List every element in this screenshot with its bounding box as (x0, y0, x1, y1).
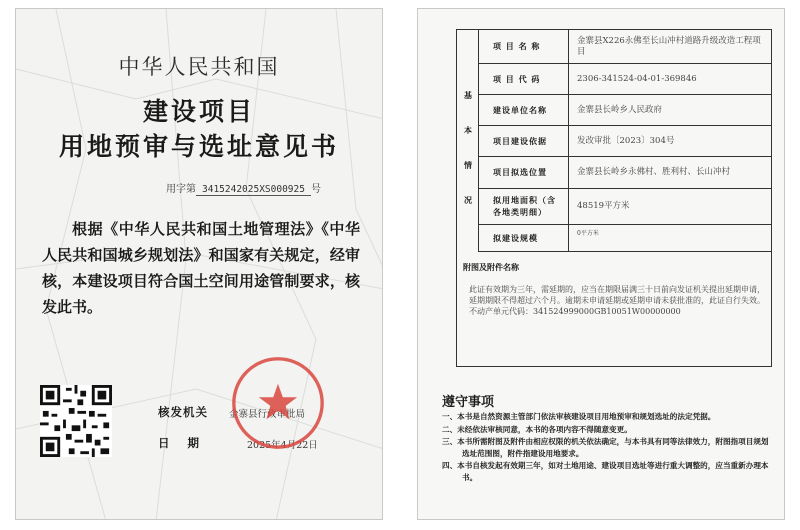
side-char-2: 本 (464, 126, 472, 135)
country-name: 中华人民共和国 (118, 55, 280, 79)
row-value: 2306-341524-04-01-369846 (577, 73, 697, 84)
basic-info-side-label (457, 30, 479, 252)
table-row (479, 157, 771, 189)
rule-item: 二、未经依法审核同意，本书的各项内容不得随意变更。 (442, 424, 632, 434)
row-value: 金寨县长岭乡人民政府 (577, 104, 663, 115)
row-label: 项 目 代 码 (479, 64, 569, 94)
row-value: 0平方米 (577, 230, 599, 237)
doc-no-value: 3415242025XS000925 (196, 184, 311, 196)
doc-no-suffix: 号 (310, 184, 321, 195)
document-number (166, 180, 321, 196)
document-title-line-2: 用地预审与选址意见书 (58, 132, 339, 161)
attachments-text: 此证有效期为三年，需延期的，应当在期限届满三十日前向发证机关提出延期申请，延期期限不得超过六个月。逾期未申请延期或延期申请未获批准的，此证自行失效。不动产单元代码：341524999000GB10051W00000000 (469, 285, 765, 316)
basic-info-table (456, 29, 772, 367)
side-char-3: 情 (464, 161, 472, 170)
row-label: 项 目 名 称 (479, 30, 569, 63)
table-row (479, 30, 771, 64)
table-row (479, 189, 771, 225)
issuer-name: 金寨县行政审批局 (229, 409, 306, 420)
attachments-title: 附图及附件名称 (463, 263, 519, 272)
certificate-front-page (15, 8, 383, 520)
issuer-label: 核发机关 (158, 405, 208, 419)
qr-code-icon (40, 385, 112, 457)
row-value: 金寨县X226永佛至长山冲村道路升级改造工程项目 (577, 35, 761, 57)
row-value: 金寨县长岭乡永佛村、胜利村、长山冲村 (577, 167, 731, 177)
rule-item: 四、本书自核发起有效期三年，如对土地用途、建设项目选址等进行重大调整的，应当重新办理本书。 (442, 461, 769, 482)
certificate-body-text: 根据《中华人民共和国土地管理法》《中华人民共和国城乡规划法》和国家有关规定，经审核，本建设项目符合国土空间用途管制要求，核发此书。 (42, 220, 360, 316)
row-value: 发改审批〔2023〕304号 (577, 135, 675, 146)
row-label: 建设单位名称 (479, 95, 569, 125)
table-row (479, 64, 771, 95)
row-label: 拟用地面积（含各地类明细） (479, 189, 569, 224)
doc-no-prefix: 用字第 (166, 184, 196, 195)
document-title-line-1: 建设项目 (142, 97, 255, 126)
table-row (479, 225, 771, 252)
official-seal-icon (230, 355, 326, 451)
side-char-1: 基 (464, 91, 472, 100)
rules-list (442, 411, 772, 484)
row-label: 拟建设规模 (479, 225, 569, 251)
rule-item: 三、本书所需附图及附件由相应权限的机关依法确定，与本书具有同等法律效力，附图指项目规划选址范围图，附件指建设用地要求。 (442, 437, 769, 458)
table-row (479, 126, 771, 157)
rule-item: 一、本书是自然资源主管部门依法审核建设项目用地预审和规划选址的法定凭据。 (442, 412, 716, 421)
row-label: 项目拟选位置 (479, 157, 569, 188)
date-label: 日期 (158, 436, 217, 450)
certificate-back-page (417, 8, 785, 520)
rules-title: 遵守事项 (442, 395, 495, 410)
table-row (479, 95, 771, 126)
side-char-4: 况 (464, 196, 472, 205)
row-value: 48519平方米 (577, 201, 630, 211)
row-label: 项目建设依据 (479, 126, 569, 156)
issue-date: 2025年4月22日 (247, 440, 318, 451)
